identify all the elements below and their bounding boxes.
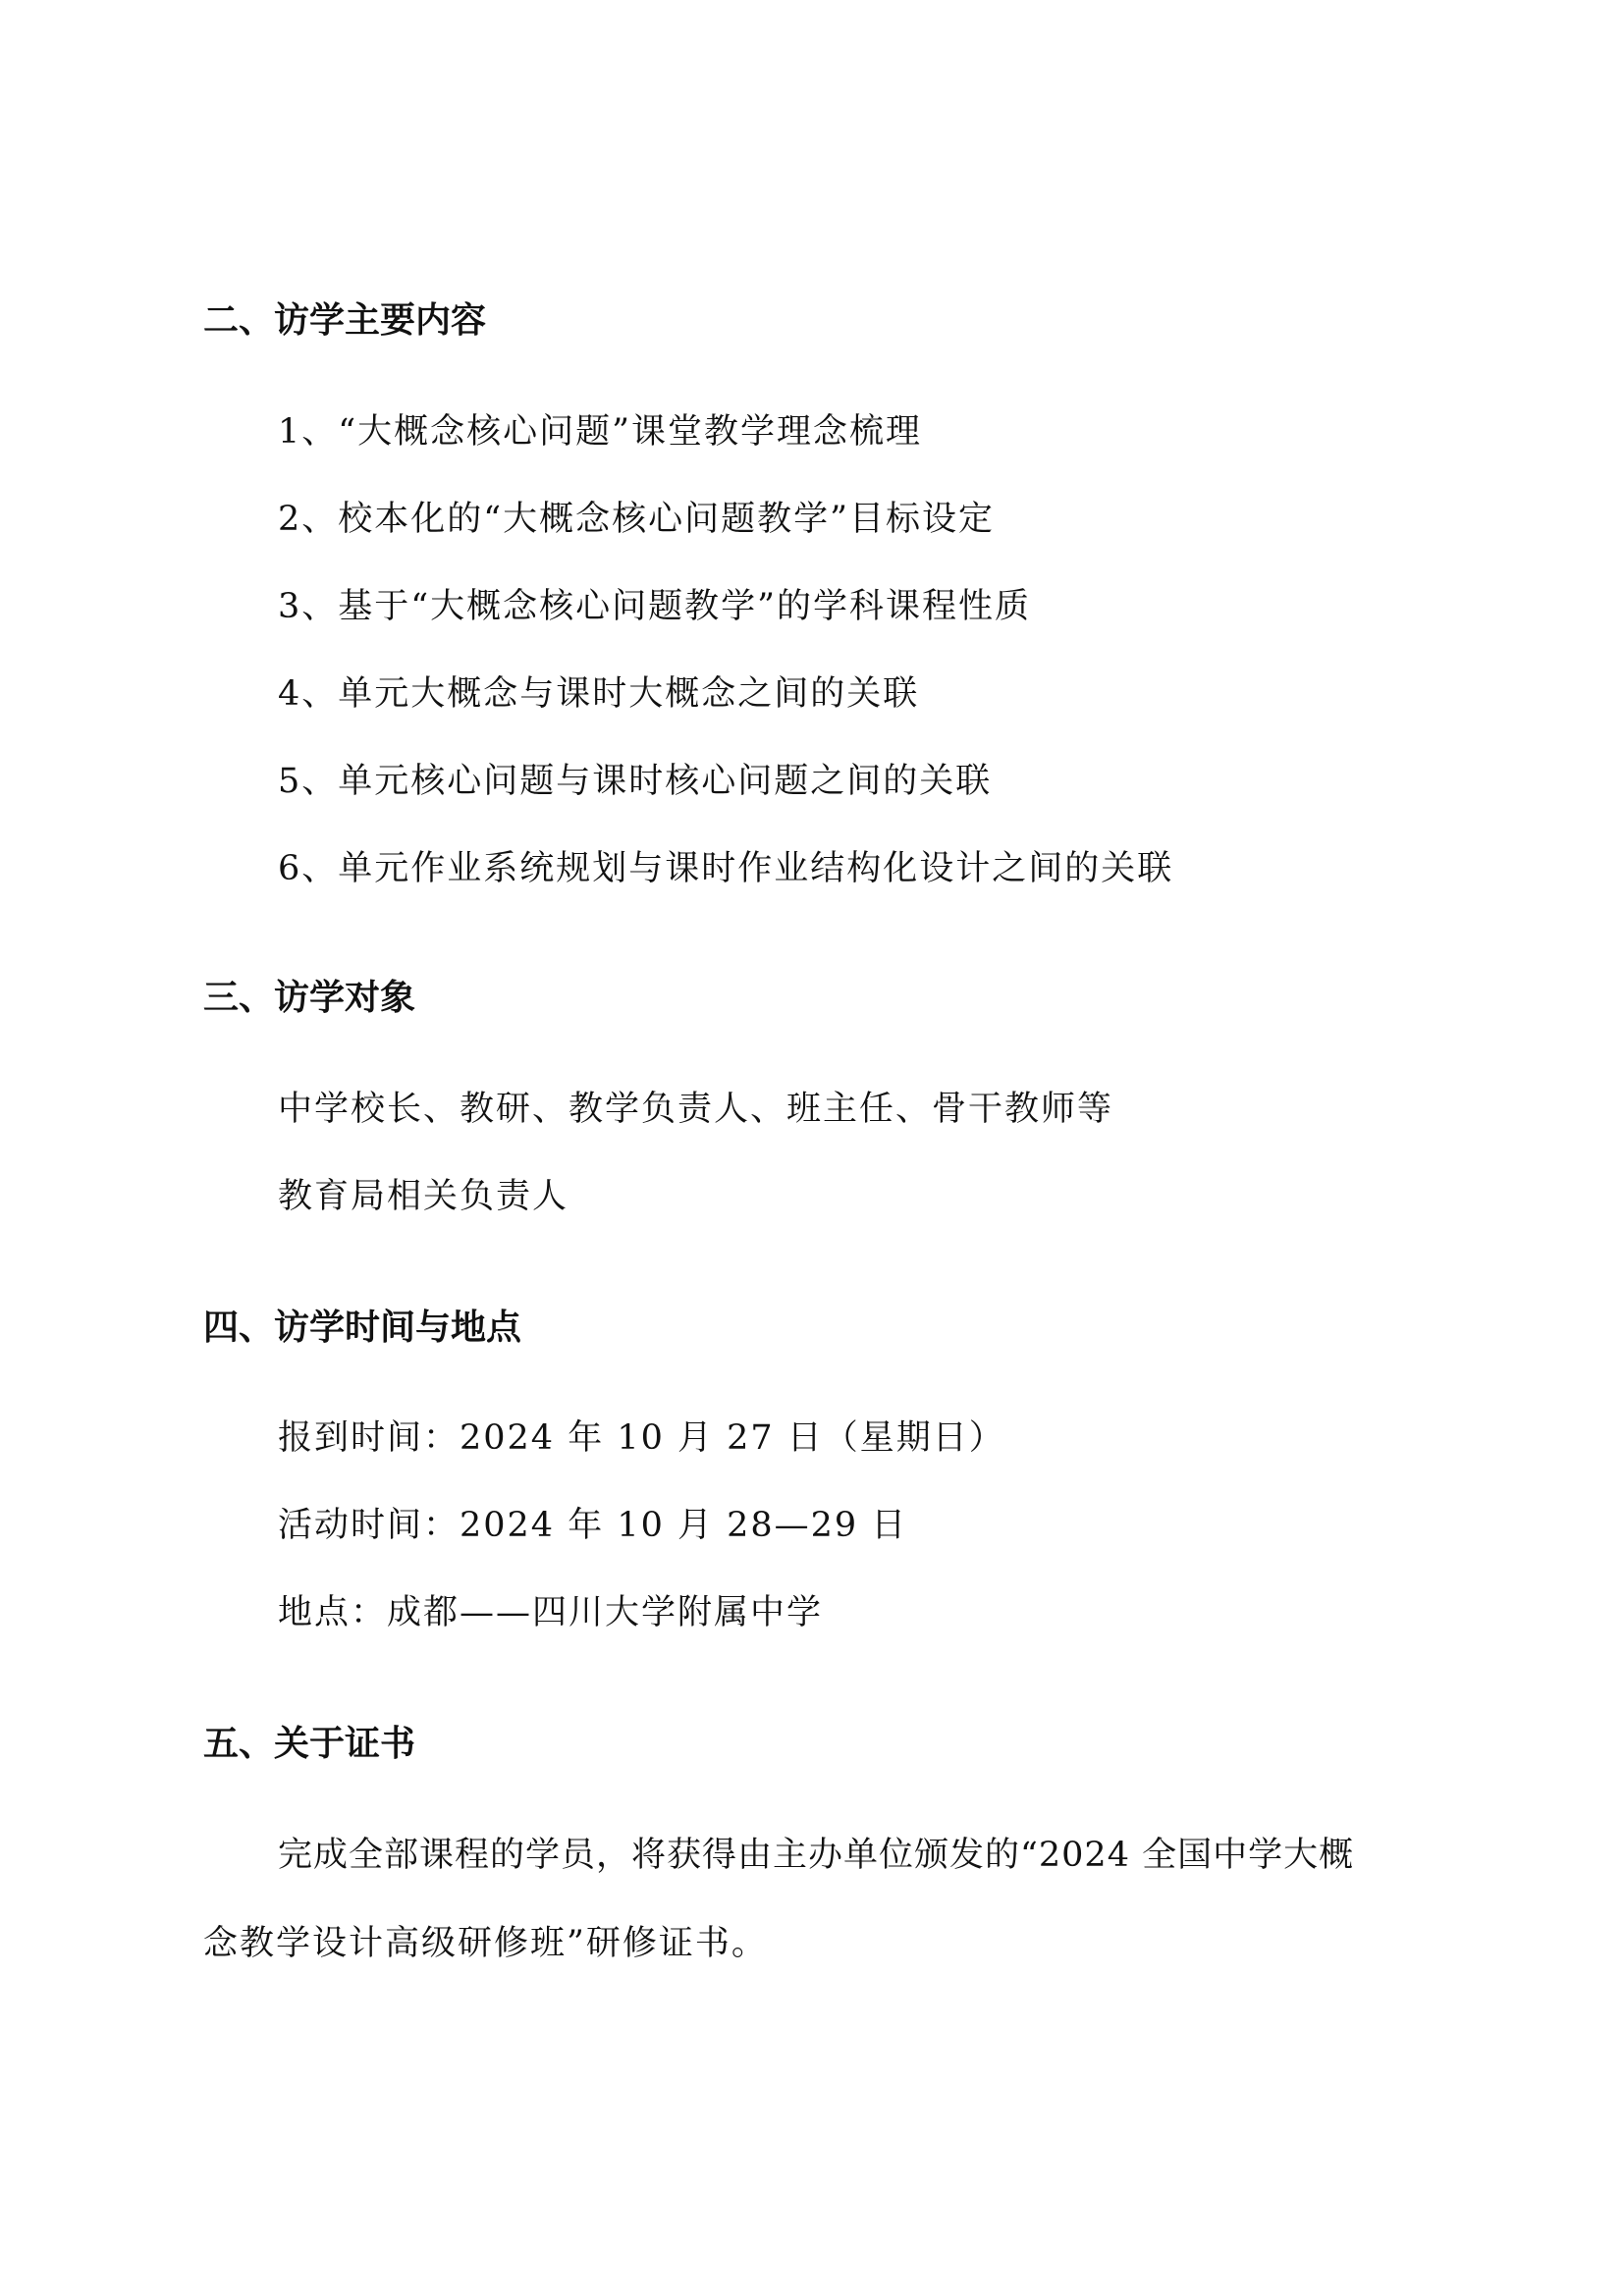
content-item-3: 3、基于“大概念核心问题教学”的学科课程性质: [278, 587, 1032, 626]
content-item-6: 6、单元作业系统规划与课时作业结构化设计之间的关联: [278, 849, 1174, 888]
content-item-2: 2、校本化的“大概念核心问题教学”目标设定: [278, 500, 996, 539]
schedule-location: 地点：成都——四川大学附属中学: [278, 1593, 824, 1632]
section-heading-audience: 三、访学对象: [203, 978, 416, 1018]
section-heading-certificate: 五、关于证书: [203, 1724, 416, 1764]
section-heading-schedule: 四、访学时间与地点: [203, 1308, 522, 1348]
audience-line-2: 教育局相关负责人: [278, 1177, 569, 1216]
certificate-paragraph-line-2: 念教学设计高级研修班”研修证书。: [203, 1924, 768, 1963]
content-item-1: 1、“大概念核心问题”课堂教学理念梳理: [278, 412, 923, 452]
content-item-5: 5、单元核心问题与课时核心问题之间的关联: [278, 762, 993, 801]
audience-line-1: 中学校长、教研、教学负责人、班主任、骨干教师等: [278, 1090, 1114, 1129]
schedule-activity-time: 活动时间：2024 年 10 月 28—29 日: [278, 1506, 908, 1545]
certificate-paragraph-line-1: 完成全部课程的学员，将获得由主办单位颁发的“2024 全国中学大概: [278, 1836, 1355, 1875]
section-heading-content: 二、访学主要内容: [203, 300, 487, 341]
schedule-checkin-time: 报到时间：2024 年 10 月 27 日（星期日）: [278, 1418, 1005, 1458]
content-item-4: 4、单元大概念与课时大概念之间的关联: [278, 674, 920, 714]
